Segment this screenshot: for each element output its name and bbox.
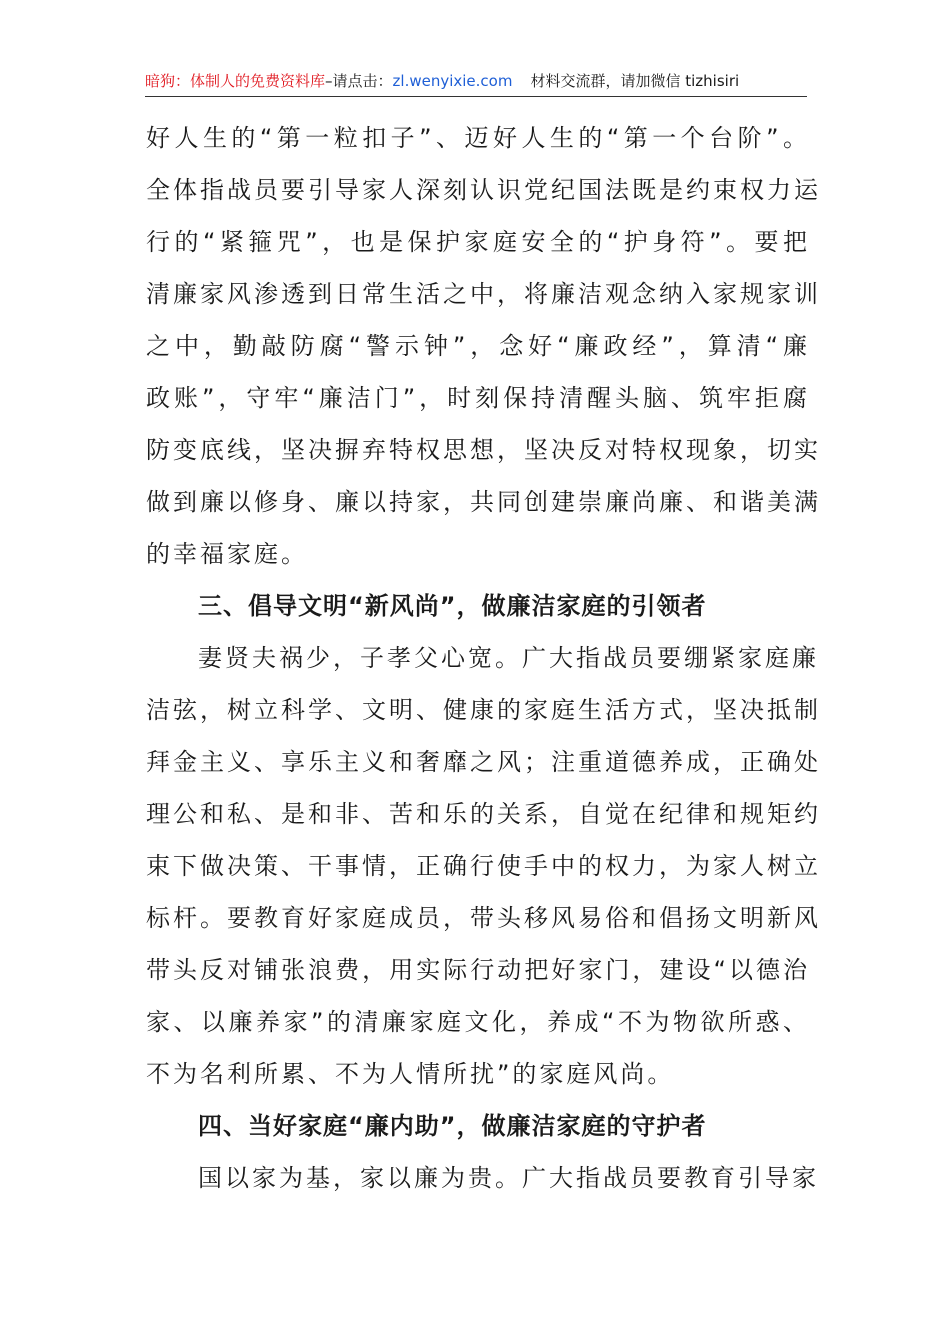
text-line: 清廉家风渗透到日常生活之中，将廉洁观念纳入家规家训 [146, 280, 821, 308]
text-line: 不为名利所累、不为人情所扰”的家庭风尚。 [146, 1060, 675, 1088]
header-link[interactable]: zl.wenyixie.com [392, 72, 513, 90]
text-line: 做到廉以修身、廉以持家，共同创建崇廉尚廉、和谐美满 [146, 488, 821, 516]
text-line: 防变底线，坚决摒弃特权思想，坚决反对特权现象，切实 [146, 436, 821, 464]
section-heading: 三、倡导文明“新风尚”，做廉洁家庭的引领者 [198, 592, 707, 620]
header-brand: 暗狗：体制人的免费资料库 [145, 72, 326, 90]
text-line: 好人生的“第一粒扣子”、迈好人生的“第一个台阶”。 [146, 124, 810, 152]
text-line: 妻贤夫祸少，子孝父心宽。广大指战员要绷紧家庭廉 [198, 644, 819, 672]
text-line: 政账”，守牢“廉洁门”，时刻保持清醒头脑、筑牢拒腐 [146, 384, 810, 412]
page-header [145, 70, 807, 97]
text-line: 的幸福家庭。 [146, 540, 308, 568]
text-line: 行的“紧箍咒”，也是保护家庭安全的“护身符”。要把 [146, 228, 810, 256]
header-prompt: –请点击： [325, 72, 393, 90]
text-line: 全体指战员要引导家人深刻认识党纪国法既是约束权力运 [146, 176, 821, 204]
text-line: 理公和私、是和非、苦和乐的关系，自觉在纪律和规矩约 [146, 800, 821, 828]
header-contact: 材料交流群，请加微信 tizhisiri [530, 72, 740, 90]
section-heading: 四、当好家庭“廉内助”，做廉洁家庭的守护者 [198, 1112, 707, 1140]
text-line: 束下做决策、干事情，正确行使手中的权力，为家人树立 [146, 852, 821, 880]
text-line: 带头反对铺张浪费，用实际行动把好家门，建设“以德治 [146, 956, 810, 984]
text-line: 之中，勤敲防腐“警示钟”，念好“廉政经”，算清“廉 [146, 332, 810, 360]
text-line: 标杆。要教育好家庭成员，带头移风易俗和倡扬文明新风 [146, 904, 821, 932]
text-line: 洁弦，树立科学、文明、健康的家庭生活方式，坚决抵制 [146, 696, 821, 724]
text-line: 拜金主义、享乐主义和奢靡之风；注重道德养成，正确处 [146, 748, 821, 776]
text-line: 国以家为基，家以廉为贵。广大指战员要教育引导家 [198, 1164, 819, 1192]
document-body [146, 112, 821, 1204]
text-line: 家、以廉养家”的清廉家庭文化，养成“不为物欲所惑、 [146, 1008, 810, 1036]
